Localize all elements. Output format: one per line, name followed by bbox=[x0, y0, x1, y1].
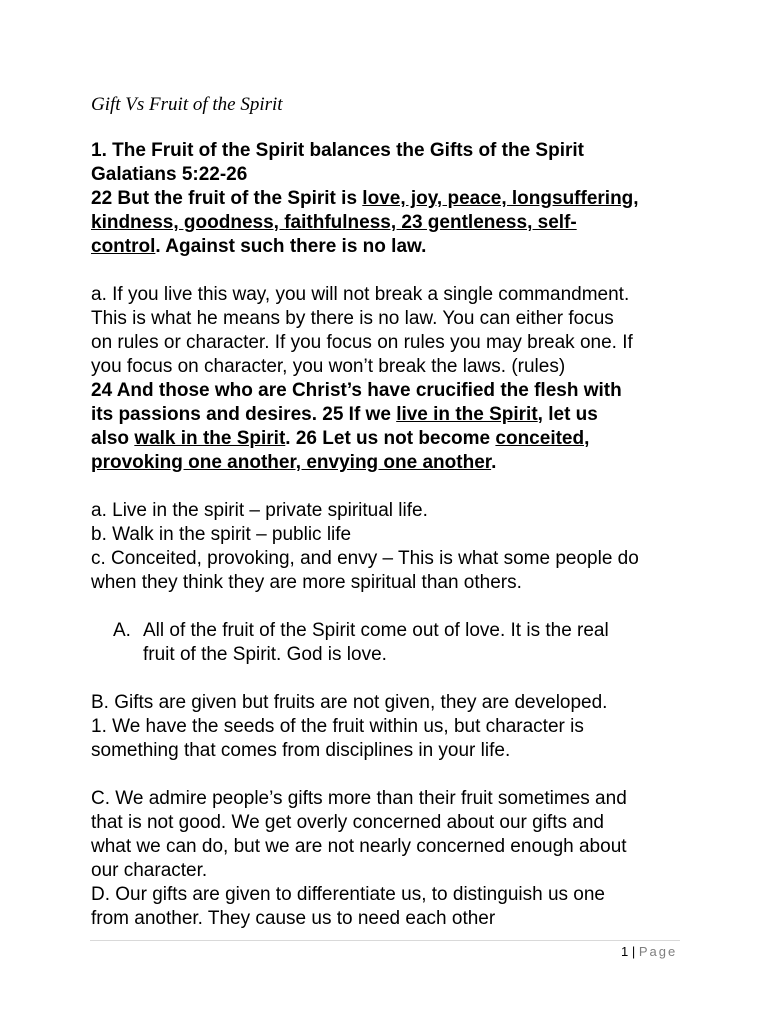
list-item: when they think they are more spiritual than others. bbox=[91, 572, 522, 593]
document-body bbox=[91, 139, 691, 931]
para-a-line: This is what he means by there is no law. You can either focus bbox=[91, 308, 614, 329]
paragraph-gap bbox=[91, 259, 691, 283]
verse-22-underlined-3: control bbox=[91, 236, 156, 257]
page-footer bbox=[621, 944, 677, 960]
list-item: c. Conceited, provoking, and envy – This is what some people do bbox=[91, 548, 639, 569]
verse-24-line-2 bbox=[91, 403, 691, 427]
point-c-line: that is not good. We get overly concerned about our gifts and bbox=[91, 812, 604, 833]
point-c-line: our character. bbox=[91, 860, 208, 881]
point-a-label: A. bbox=[113, 620, 131, 641]
list-item: a. Live in the spirit – private spiritual life. bbox=[91, 500, 428, 521]
paragraph-gap bbox=[91, 595, 691, 619]
point-b-line: 1. We have the seeds of the fruit within us, but character is bbox=[91, 716, 584, 737]
point-a-line-2: fruit of the Spirit. God is love. bbox=[143, 644, 387, 665]
verse-22-underlined-2: kindness, goodness, faithfulness, 23 gentleness, self- bbox=[91, 212, 577, 233]
verse-24-text: its passions and desires. 25 If we bbox=[91, 404, 397, 425]
point-d-line: D. Our gifts are given to differentiate us, to distinguish us one bbox=[91, 884, 605, 905]
verse-24-text: . bbox=[491, 452, 497, 473]
point-a-text: All of the fruit of the Spirit come out of love. It is the real bbox=[143, 620, 609, 641]
point-d-line: from another. They cause us to need each other bbox=[91, 908, 496, 929]
page-label: Page bbox=[638, 944, 678, 959]
point-b-line: B. Gifts are given but fruits are not given, they are developed. bbox=[91, 692, 608, 713]
verse-24-line-3 bbox=[91, 427, 691, 451]
verse-22-line-2 bbox=[91, 211, 691, 235]
verse-24-underlined: walk in the Spirit bbox=[134, 428, 286, 449]
verse-24-underlined: provoking one another, envying one another bbox=[91, 452, 492, 473]
paragraph-gap bbox=[91, 475, 691, 499]
verse-22-line-3 bbox=[91, 235, 691, 259]
page-separator: | bbox=[631, 944, 636, 959]
document-title: Gift Vs Fruit of the Spirit bbox=[91, 94, 283, 115]
verse-24-line-1: 24 And those who are Christ’s have crucified the flesh with bbox=[91, 380, 622, 401]
para-a-line: you focus on character, you won’t break the laws. (rules) bbox=[91, 356, 566, 377]
paragraph-gap bbox=[91, 667, 691, 691]
verse-22-prefix: 22 But the fruit of the Spirit is bbox=[91, 188, 363, 209]
page-number: 1 bbox=[621, 944, 629, 959]
para-a-line: a. If you live this way, you will not break a single commandment. bbox=[91, 284, 630, 305]
point-c-line: C. We admire people’s gifts more than their fruit sometimes and bbox=[91, 788, 627, 809]
heading-1: 1. The Fruit of the Spirit balances the Gifts of the Spirit bbox=[91, 140, 584, 161]
point-c-line: what we can do, but we are not nearly concerned enough about bbox=[91, 836, 627, 857]
verse-22-line-1 bbox=[91, 187, 691, 211]
verse-22-underlined-1: love, joy, peace, longsuffering, bbox=[362, 188, 639, 209]
point-a-line-1 bbox=[91, 619, 691, 643]
footer-divider bbox=[90, 940, 680, 941]
verse-24-text: also bbox=[91, 428, 135, 449]
verse-24-text: . 26 Let us not become bbox=[285, 428, 496, 449]
verse-24-underlined: live in the Spirit bbox=[396, 404, 538, 425]
point-b-line: something that comes from disciplines in your life. bbox=[91, 740, 511, 761]
paragraph-gap bbox=[91, 763, 691, 787]
verse-24-line-4 bbox=[91, 451, 691, 475]
verse-22-suffix: . Against such there is no law. bbox=[155, 236, 427, 257]
para-a-line: on rules or character. If you focus on rules you may break one. If bbox=[91, 332, 633, 353]
verse-24-underlined: conceited, bbox=[495, 428, 590, 449]
list-item: b. Walk in the spirit – public life bbox=[91, 524, 352, 545]
verse-24-text: , let us bbox=[537, 404, 598, 425]
heading-reference: Galatians 5:22-26 bbox=[91, 164, 248, 185]
